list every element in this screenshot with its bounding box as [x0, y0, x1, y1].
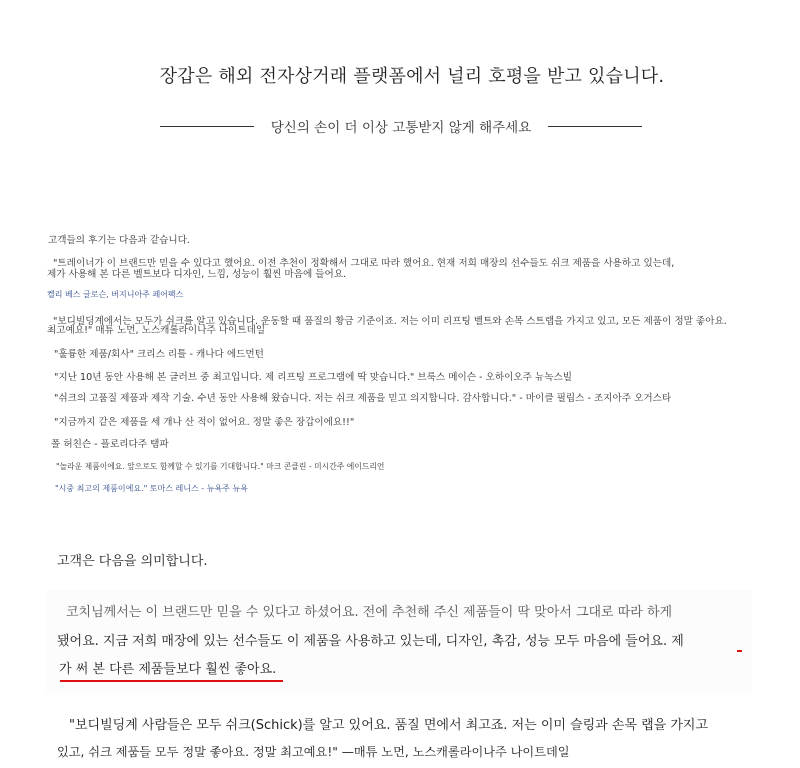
review-6: "지금까지 같은 제품을 세 개나 산 적이 없어요. 정말 좋은 장갑이에요!!" [54, 417, 355, 428]
quote-1-line-1: 코치님께서는 이 브랜드만 믿을 수 있다고 하셨어요. 전에 추천해 주신 제품들이 딱 맞아서 그대로 따라 하게 [66, 605, 673, 620]
reviews-intro: 고객들의 후기는 다음과 같습니다. [48, 235, 190, 246]
divider-right [548, 126, 642, 127]
subheadline: 당신의 손이 더 이상 고통받지 않게 해주세요 [270, 120, 532, 136]
review-3: "훌륭한 제품/회사" 크리스 리틀 - 캐나다 에드먼턴 [54, 349, 264, 360]
red-mark [737, 650, 742, 652]
review-2-line-2: 최고예요!" 매튜 노먼, 노스캐롤라이나주 나이트데일 [47, 325, 266, 336]
review-2-line-1: "보디빌딩계에서는 모두가 쉬크를 알고 있습니다. 운동할 때 품질의 황금 기준이죠. 저는 이미 리프팅 벨트와 손목 스트랩을 가지고 있고, 모든 제품이 정말 좋아요. [53, 316, 727, 327]
quote-2-line-2: 있고, 쉬크 제품들 모두 정말 좋아요. 정말 최고예요!" —매튜 노먼, 노스캐롤라이나주 나이트데일 [57, 745, 570, 759]
review-7: "놀라운 제품이에요. 앞으로도 함께할 수 있기를 기대합니다." 마크 콘클린 - 미시간주 에이드리언 [56, 462, 385, 471]
quote-1-line-2: 됐어요. 지금 저희 매장에 있는 선수들도 이 제품을 사용하고 있는데, 디자인, 촉감, 성능 모두 마음에 들어요. 제 [57, 634, 684, 649]
review-8: "시중 최고의 제품이에요." 토마스 레니스 - 뉴욕주 뉴욕 [55, 484, 248, 493]
review-1-author: 켈리 베스 글로슨, 버지니아주 페어팩스 [47, 290, 184, 299]
review-6-author: 폴 허친슨 - 플로리다주 탬파 [51, 439, 169, 450]
review-1-line-1: "트레이너가 이 브랜드만 믿을 수 있다고 했어요. 이전 추천이 정확해서 그대로 따라 했어요. 현재 저희 매장의 선수들도 쉬크 제품을 사용하고 있는데, [53, 258, 675, 269]
review-4: "지난 10년 동안 사용해 본 글러브 중 최고입니다. 제 리프팅 프로그램에 딱 맞습니다." 브룩스 메이슨 - 오하이오주 뉴녹스빌 [54, 372, 573, 383]
meaning-title: 고객은 다음을 의미합니다. [57, 554, 208, 569]
review-1-line-2: 제가 사용해 본 다른 벨트보다 디자인, 느낌, 성능이 훨씬 마음에 들어요. [47, 269, 347, 280]
highlight-underline [60, 680, 283, 682]
quote-2-line-1: "보디빌딩계 사람들은 모두 쉬크(Schick)를 알고 있어요. 품질 면에서 최고죠. 저는 이미 슬링과 손목 랩을 가지고 [69, 718, 709, 733]
review-5: "쉬크의 고품질 제품과 제작 기술. 수년 동안 사용해 왔습니다. 저는 쉬크 제품을 믿고 의지합니다. 감사합니다." - 마이클 필립스 - 조지아주 오거스타 [54, 393, 672, 404]
subheadline-row [160, 116, 642, 138]
divider-left [160, 126, 254, 127]
quote-1-line-3: 가 써 본 다른 제품들보다 훨씬 좋아요. [59, 662, 277, 677]
page-headline: 장갑은 해외 전자상거래 플랫폼에서 널리 호평을 받고 있습니다. [159, 66, 665, 87]
